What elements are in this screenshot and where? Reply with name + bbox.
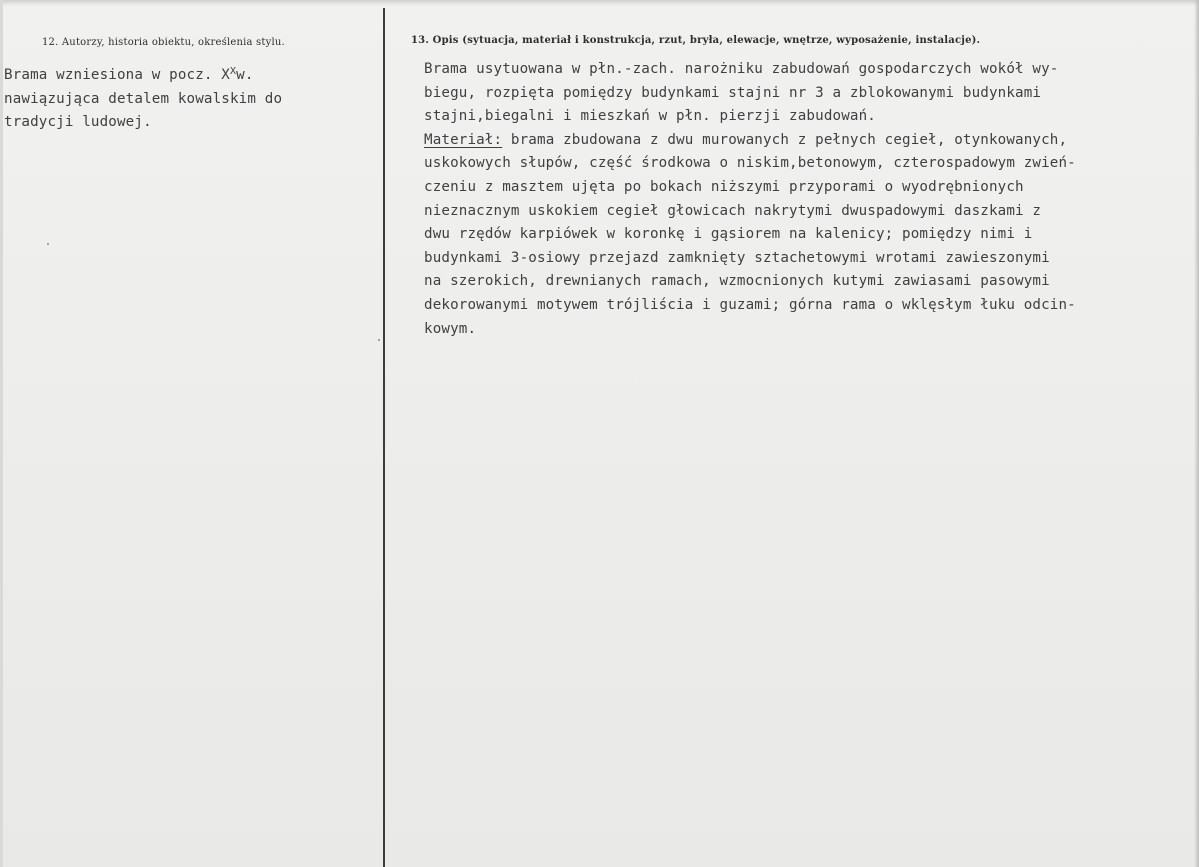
left-text-line: Brama wzniesiona w pocz. $X^Xw$. [4,66,254,83]
description-line: biegu, rozpięta pomiędzy budynkami stajni nr 3 a zblokowanymi budynkami [424,84,1042,101]
section-12-heading: 12. Autorzy, historia obiektu, określenia stylu. [42,37,285,48]
page-top-edge [0,0,1199,6]
description-line: na szerokich, drewnianych ramach, wzmocnionych kutymi zawiasami pasowymi [424,273,1050,290]
description-line: kowym. [424,320,477,337]
description-line: Materiał: brama zbudowana z dwu murowanych z pełnych cegieł, otynkowanych, [424,131,1068,148]
paper-speck [378,339,380,341]
century-superscript: X [229,66,237,77]
description-line: budynkami 3-osiowy przejazd zamknięty sztachetowymi wrotami zawieszonymi [424,249,1050,266]
description-line: uskokowych słupów, część środkowa o niskim,betonowym, czterospadowym zwień- [424,155,1076,172]
left-text-line: tradycji ludowej. [4,114,152,131]
page-left-edge [0,0,3,867]
paper-speck [47,243,49,245]
section-13-heading: 13. Opis (sytuacja, materiał i konstrukcja, rzut, bryła, elewacje, wnętrze, wyposażenie, instalacje). [411,35,981,46]
authors-history-text [4,60,282,135]
description-line: stajni,biegalni i mieszkań w płn. pierzji zabudowań. [424,108,876,125]
column-divider-line [383,8,385,867]
description-line: Brama usytuowana w płn.-zach. narożniku zabudowań gospodarczych wokół wy- [424,61,1059,77]
description-line: nieznacznym uskokiem cegieł głowicach nakrytymi dwuspadowymi daszkami z [424,202,1042,219]
description-line: dekorowanymi motywem trójliścia i guzami; górna rama o wklęsłym łuku odcin- [424,296,1076,313]
page-right-edge [1194,0,1199,867]
material-label: Materiał: [424,131,503,148]
description-line: czeniu z masztem ujęta po bokach niższymi przyporami o wyodrębnionych [424,178,1024,195]
description-line: dwu rzędów karpiówek w koronkę i gąsiorem na kalenicy; pomiędzy nimi i [424,226,1033,243]
description-text [424,58,1076,341]
left-text-line: nawiązująca detalem kowalskim do [4,90,283,107]
